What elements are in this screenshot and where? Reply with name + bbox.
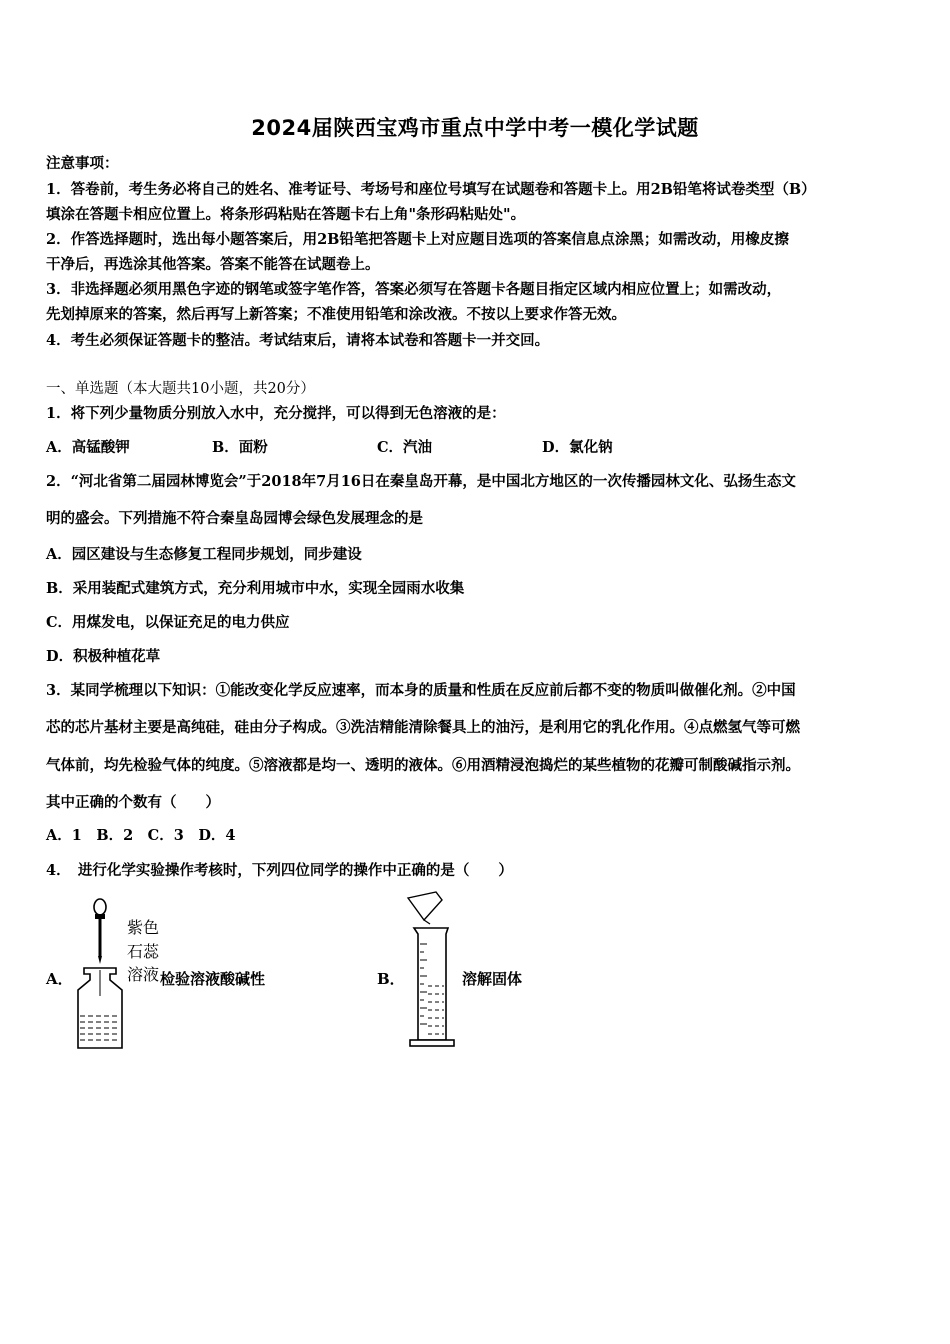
question-2-stem: 明的盛会。下列措施不符合秦皇岛园博会绿色发展理念的是: [46, 510, 423, 527]
dropper-tip: [98, 956, 102, 964]
option-a: A．高锰酸钾: [46, 439, 130, 456]
notice-line: 3．非选择题必须用黑色字迹的钢笔或签字笔作答，答案必须写在答题卡各题目指定区域内相应位置上；如需改动，: [46, 281, 782, 298]
figure-b-caption: 溶解固体: [462, 970, 523, 988]
question-2-option-c: C．用煤发电，以保证充足的电力供应: [46, 614, 290, 631]
notice-line: 干净后，再选涂其他答案。答案不能答在试题卷上。: [46, 256, 380, 273]
figure-a-letter: A．: [46, 970, 73, 988]
question-2-option-a: A．园区建设与生态修复工程同步规划，同步建设: [46, 546, 362, 563]
page-title: 2024届陕西宝鸡市重点中学中考一模化学试题: [251, 116, 699, 140]
graduated-cylinder-figure: [400, 890, 462, 1052]
dropper-collar: [95, 914, 105, 919]
dropper-bulb-icon: [94, 899, 106, 915]
question-3-options: A．1 B．2 C．3 D．4: [46, 827, 236, 844]
cylinder-body: [414, 928, 448, 1040]
question-3-stem: 气体前，均先检验气体的纯度。⑤溶液都是均一、透明的液体。⑥用酒精浸泡捣烂的某些植物的花瓣可制酸碱指示剂。: [46, 757, 800, 774]
litmus-label-line: 石蕊: [127, 942, 160, 961]
option-b: B．面粉: [212, 439, 268, 456]
question-3-prompt: 其中正确的个数有（ ）: [46, 794, 220, 811]
question-2-option-b: B．采用装配式建筑方式，充分利用城市中水，实现全园雨水收集: [46, 580, 465, 597]
notice-line: 1．答卷前，考生务必将自己的姓名、准考证号、考场号和座位号填写在试题卷和答题卡上。用2B铅笔将试卷类型（B）: [46, 181, 816, 198]
notice-heading: 注意事项：: [46, 155, 119, 172]
question-2-option-d: D．积极种植花草: [46, 648, 161, 665]
notice-line: 4．考生必须保证答题卡的整洁。考试结束后，请将本试卷和答题卡一并交回。: [46, 332, 550, 349]
option-c: C．汽油: [377, 439, 433, 456]
cylinder-base: [410, 1040, 454, 1046]
notice-line: 2．作答选择题时，选出每小题答案后，用2B铅笔把答题卡上对应题目选项的答案信息点涂黑；如需改动，用橡皮擦: [46, 231, 789, 248]
question-1-stem: 1．将下列少量物质分别放入水中，充分搅拌，可以得到无色溶液的是：: [46, 405, 506, 422]
litmus-label-line: 溶液: [127, 965, 160, 984]
option-d: D．氯化钠: [542, 439, 613, 456]
figure-b-letter: B．: [377, 970, 405, 988]
question-4-stem: 4． 进行化学实验操作考核时，下列四位同学的操作中正确的是（ ）: [46, 862, 513, 879]
question-3-stem: 芯的芯片基材主要是高纯硅，硅由分子构成。③洗洁精能清除餐具上的油污，是利用它的乳化作用。④点燃氢气等可燃: [46, 719, 800, 736]
pour-line: [424, 920, 430, 924]
notice-line: 先划掉原来的答案，然后再写上新答案；不准使用铅笔和涂改液。不按以上要求作答无效。: [46, 306, 626, 323]
dropper-bottle-figure: [70, 898, 130, 1052]
question-3-stem: 3．某同学梳理以下知识：①能改变化学反应速率，而本身的质量和性质在反应前后都不变的物质叫做催化剂。②中国: [46, 682, 796, 699]
weighing-paper: [408, 892, 442, 920]
question-2-stem: 2．“河北省第二届园林博览会”于2018年7月16日在秦皇岛开幕，是中国北方地区的一次传播园林文化、弘扬生态文: [46, 473, 796, 490]
notice-line: 填涂在答题卡相应位置上。将条形码粘贴在答题卡右上角"条形码粘贴处"。: [46, 206, 526, 223]
question-1-options: [46, 436, 613, 457]
litmus-label-line: 紫色: [127, 918, 160, 937]
figure-a-caption: 检验溶液酸碱性: [160, 970, 266, 988]
section-heading: 一、单选题（本大题共10小题，共20分）: [46, 381, 315, 397]
